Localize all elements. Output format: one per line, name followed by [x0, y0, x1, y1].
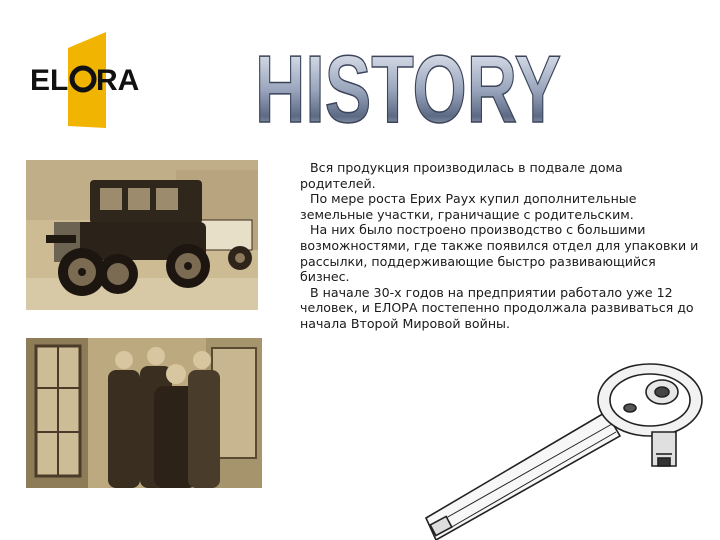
elora-logo [28, 30, 158, 130]
paragraph-4: В начале 30-х годов на предприятии работало уже 12 человек, и ЕЛОРА постепенно продолжала развиваться до начала Второй Мировой войны. [300, 284, 694, 331]
svg-text:RA: RA [96, 64, 140, 97]
title-text: HISTORY [255, 36, 561, 143]
workers-group-photo [26, 338, 262, 488]
paragraph-3: На них было построено производство с большими возможностями, где также появился отдел для упаковки и рассылки, поддерживающие быстро развивающийся бизнес. [300, 222, 699, 285]
ratchet-wrench-illustration [424, 358, 720, 540]
paragraph-1: Вся продукция производилась в подвале дома родителей. [300, 160, 623, 191]
paragraph-2: По мере роста Ерих Раух купил дополнительные земельные участки, граничащие с родительским. [300, 191, 637, 222]
vintage-car-photo [26, 160, 258, 310]
page-title [248, 30, 568, 143]
history-text [300, 160, 700, 332]
logo-text: EL [30, 64, 69, 97]
